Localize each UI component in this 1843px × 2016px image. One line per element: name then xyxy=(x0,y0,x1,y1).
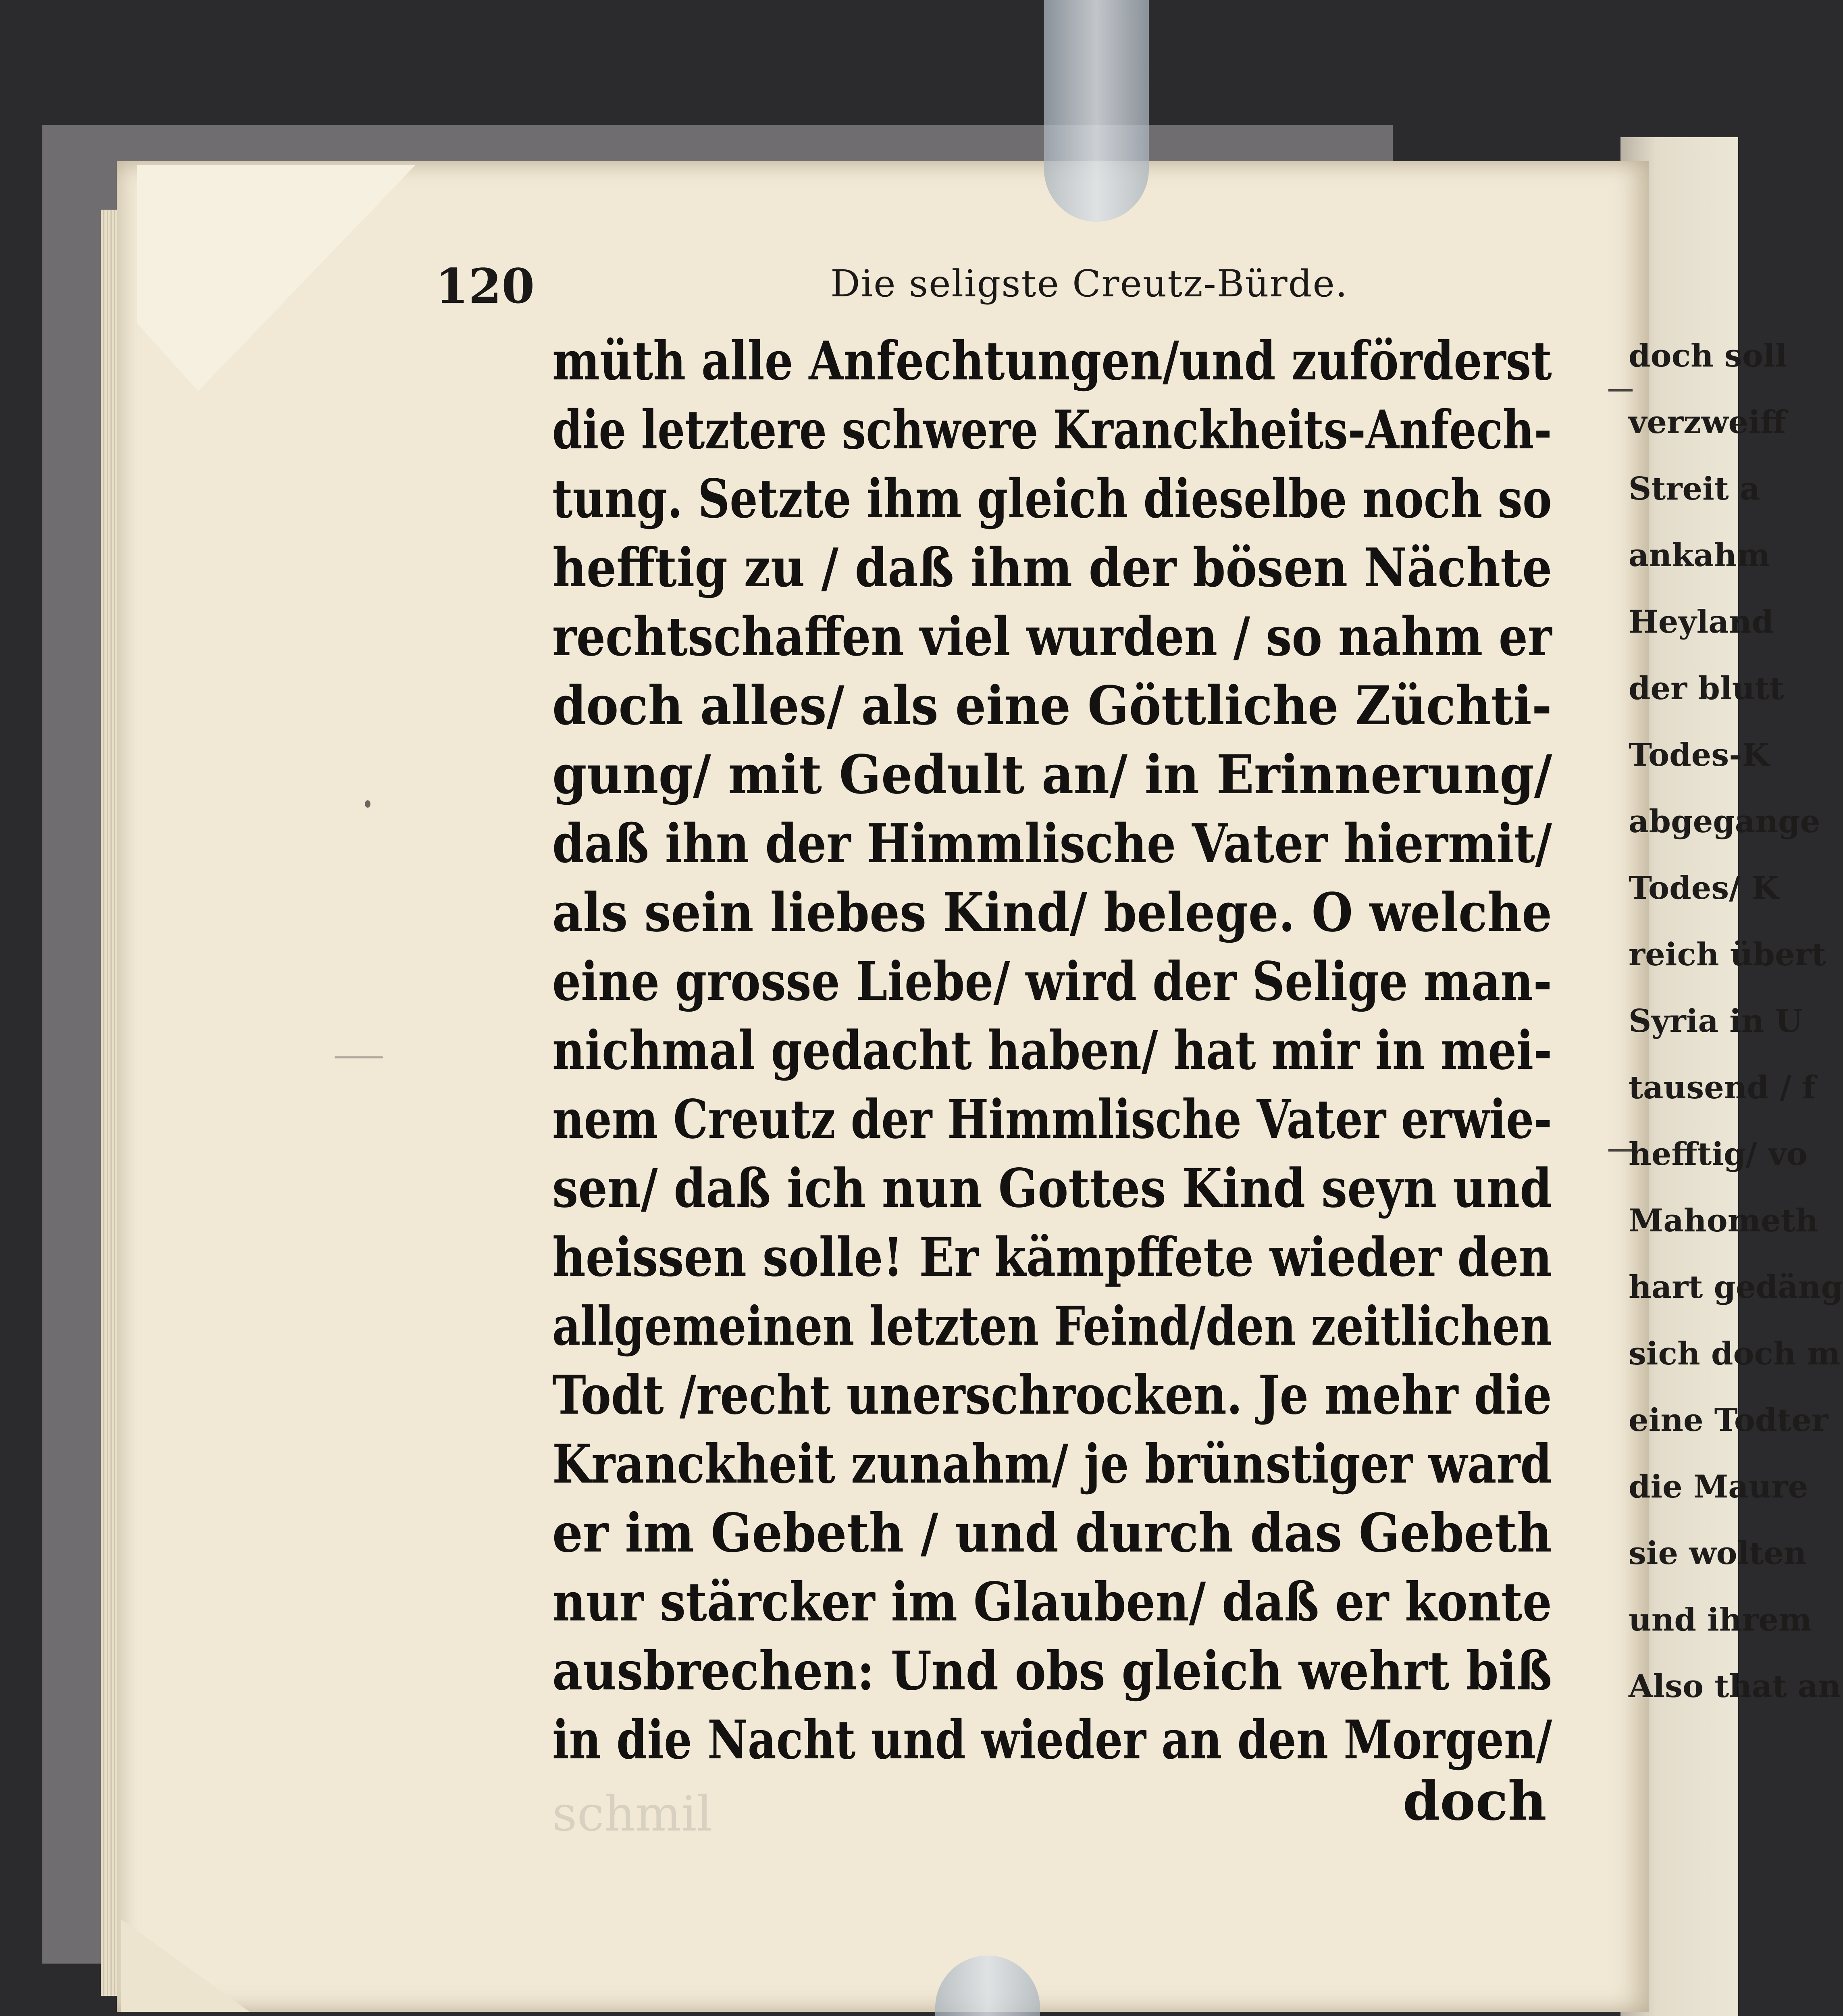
facing-text-line: Heyland xyxy=(1629,604,1774,640)
facing-text-line: Streit a xyxy=(1629,471,1760,507)
facing-text-line: und ihrem xyxy=(1629,1602,1812,1638)
text-line: allgemeinen letzten Feind/den zeitlichen xyxy=(552,1295,1552,1358)
facing-text-line: doch soll xyxy=(1629,337,1787,374)
facing-text-line: der blutt xyxy=(1629,670,1784,707)
text-line: die letztere schwere Kranckheits-Anfech- xyxy=(552,399,1552,461)
page-number: 120 xyxy=(435,258,535,314)
running-title: Die seligste Creutz-Bürde. xyxy=(830,262,1348,305)
text-line: Todt /recht unerschrocken. Je mehr die xyxy=(552,1364,1552,1427)
text-line: Kranckheit zunahm/ je brünstiger ward xyxy=(552,1433,1552,1495)
text-line: als sein liebes Kind/ belege. O welche xyxy=(552,881,1552,944)
text-line: eine grosse Liebe/ wird der Selige man- xyxy=(552,950,1552,1013)
text-line: rechtschaffen viel wurden / so nahm er xyxy=(552,606,1552,668)
facing-text-line: sie wolten xyxy=(1629,1535,1807,1572)
facing-text-line: die Maure xyxy=(1629,1468,1808,1505)
text-line: hefftig zu / daß ihm der bösen Nächte xyxy=(552,537,1552,599)
text-line: tung. Setzte ihm gleich dieselbe noch so xyxy=(552,468,1552,530)
text-line: in die Nacht und wieder an den Morgen/ xyxy=(552,1709,1552,1771)
facing-text-line: Syria in U xyxy=(1629,1003,1803,1039)
text-line: nichmal gedacht haben/ hat mir in mei- xyxy=(552,1019,1552,1082)
text-line: heissen solle! Er kämpffete wieder den xyxy=(552,1226,1552,1289)
text-line: müth alle Anfechtungen/und zuförderst xyxy=(552,330,1552,392)
facing-text-line: abgegange xyxy=(1629,803,1820,840)
paper-speck xyxy=(335,1056,383,1058)
facing-text-line: hefftig/ vo xyxy=(1629,1136,1808,1173)
text-line: gung/ mit Gedult an/ in Erinnerung/ xyxy=(552,744,1552,806)
page-clip-top xyxy=(1044,0,1149,222)
catchword: doch xyxy=(1403,1770,1547,1833)
facing-text-line: hart gedäng xyxy=(1629,1269,1843,1306)
facing-text-line: verzweiff xyxy=(1629,404,1786,441)
body-text xyxy=(552,327,1552,1774)
facing-text-line: reich übert xyxy=(1629,936,1826,973)
facing-text-line: ankahm xyxy=(1629,537,1770,574)
running-header xyxy=(435,258,1564,323)
facing-text-line: Also that an xyxy=(1629,1668,1841,1705)
text-line: nur stärcker im Glauben/ daß er konte xyxy=(552,1571,1552,1633)
text-line: er im Gebeth / und durch das Gebeth xyxy=(552,1502,1552,1564)
facing-text-line: eine Todter xyxy=(1629,1402,1828,1439)
text-line: nem Creutz der Himmlische Vater erwie- xyxy=(552,1088,1552,1151)
text-line: doch alles/ als eine Göttliche Züchti- xyxy=(552,675,1552,737)
facing-page-text xyxy=(1629,323,1843,1720)
paper-speck xyxy=(365,800,370,808)
facing-text-line: tausend / f xyxy=(1629,1069,1816,1106)
facing-text-line: sich doch m xyxy=(1629,1335,1841,1372)
facing-text-line: Todes/ K xyxy=(1629,870,1779,906)
bleed-through-text: schmil xyxy=(552,1786,712,1842)
text-line: ausbrechen: Und obs gleich wehrt biß xyxy=(552,1640,1552,1702)
text-line: daß ihn der Himmlische Vater hiermit/ xyxy=(552,812,1552,875)
facing-text-line: Mahometh xyxy=(1629,1202,1818,1239)
text-line: sen/ daß ich nun Gottes Kind seyn und xyxy=(552,1157,1552,1220)
facing-text-line: Todes-K xyxy=(1629,737,1770,773)
